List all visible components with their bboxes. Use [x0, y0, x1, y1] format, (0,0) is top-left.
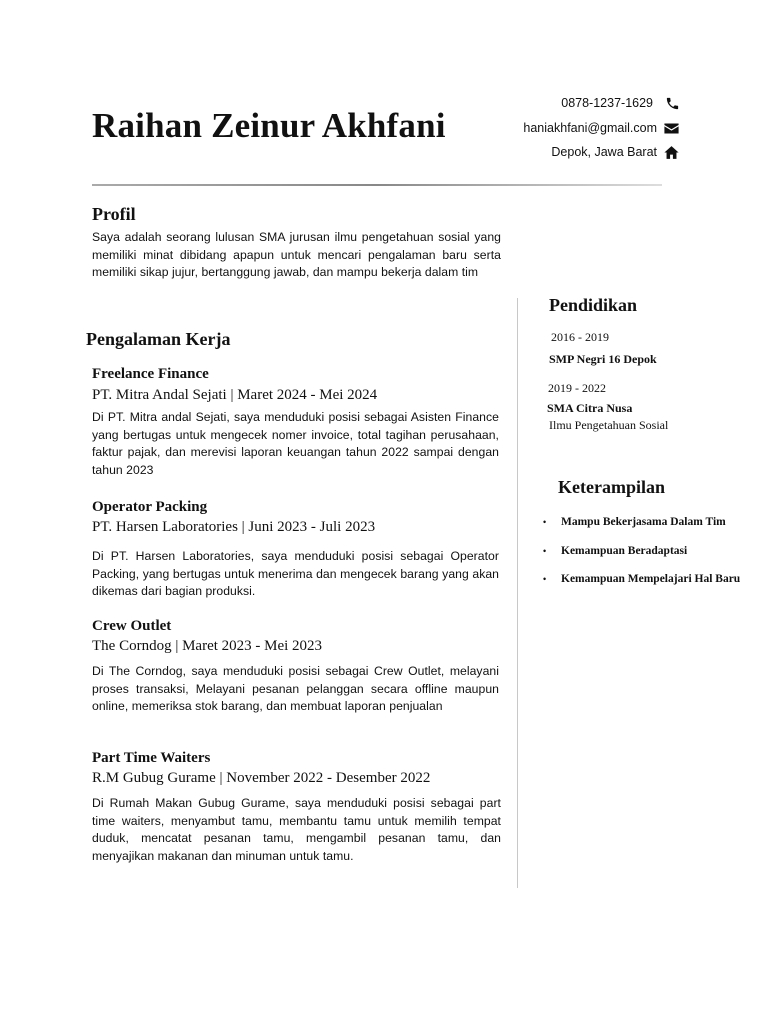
- education-heading: Pendidikan: [549, 295, 638, 315]
- profile-heading: Profil: [92, 204, 136, 224]
- bullet: •: [543, 517, 547, 527]
- job-title: Freelance Finance: [92, 366, 209, 382]
- job-description: Di Rumah Makan Gubug Gurame, saya menduduki posisi sebagai part time waiters, menyambut tamu, membantu tamu untuk memilih tempat duduk, mencatat pesanan tamu, mengambil pesanan tamu, dan menyajikan makanan dan minuman untuk tamu.: [92, 796, 501, 863]
- job-company-period: The Corndog | Maret 2023 - Mei 2023: [92, 638, 323, 654]
- contact-email: [523, 119, 680, 137]
- contact-location: [551, 143, 680, 161]
- job-title: Crew Outlet: [92, 618, 172, 634]
- education-years: 2019 - 2022: [548, 381, 606, 395]
- header-divider: [92, 184, 662, 186]
- skill-item: [543, 573, 740, 585]
- education-school: SMP Negri 16 Depok: [549, 352, 657, 366]
- profile-text: Saya adalah seorang lulusan SMA jurusan ilmu pengetahuan sosial yang memiliki minat dibidang apapun untuk mencari pengalaman baru serta memiliki sikap jujur, bertanggung jawab, dan mampu bekerja dalam tim: [92, 230, 501, 279]
- resume-name: Raihan Zeinur Akhfani: [92, 106, 446, 145]
- job-title: Operator Packing: [92, 499, 208, 515]
- phone-text: 0878-1237-1629: [561, 96, 653, 110]
- skill-label: Kemampuan Mempelajari Hal Baru: [561, 573, 741, 585]
- job-description: Di PT. Harsen Laboratories, saya menduduki posisi sebagai Operator Packing, yang bertugas untuk menerima dan mengecek barang yang akan dikemas dari bagian produksi.: [92, 549, 499, 598]
- skill-item: [543, 545, 687, 557]
- skill-label: Mampu Bekerjasama Dalam Tim: [561, 516, 726, 528]
- job-description: Di PT. Mitra andal Sejati, saya menduduki posisi sebagai Asisten Finance yang bertugas untuk mengecek nomer invoice, total tagihan perusahaan, faktur pajak, dan merevisi laporan keuangan tahun 2022 sampai dengan tahun 2023: [92, 410, 499, 477]
- phone-icon: [665, 96, 680, 111]
- bullet: •: [543, 574, 547, 584]
- location-text: Depok, Jawa Barat: [551, 145, 657, 159]
- skill-label: Kemampuan Beradaptasi: [561, 545, 688, 557]
- email-text: haniakhfani@gmail.com: [523, 121, 657, 135]
- column-divider: [517, 298, 518, 888]
- education-major: Ilmu Pengetahuan Sosial: [549, 418, 669, 432]
- job-title: Part Time Waiters: [92, 750, 211, 766]
- bullet: •: [543, 546, 547, 556]
- home-icon: [663, 144, 680, 161]
- skill-item: [543, 516, 726, 528]
- envelope-icon: [663, 120, 680, 137]
- education-years: 2016 - 2019: [551, 330, 609, 344]
- education-school: SMA Citra Nusa: [547, 401, 633, 415]
- contact-phone: [561, 94, 680, 112]
- skills-heading: Keterampilan: [558, 477, 665, 497]
- experience-heading: Pengalaman Kerja: [86, 329, 231, 349]
- job-company-period: PT. Harsen Laboratories | Juni 2023 - Juli 2023: [92, 519, 376, 535]
- job-company-period: PT. Mitra Andal Sejati | Maret 2024 - Mei 2024: [92, 387, 378, 403]
- job-description: Di The Corndog, saya menduduki posisi sebagai Crew Outlet, melayani proses transaksi, Melayani pesanan pelanggan secara offline maupun online, memeriksa stok barang, dan membuat laporan penjualan: [92, 664, 499, 713]
- job-company-period: R.M Gubug Gurame | November 2022 - Desember 2022: [92, 770, 431, 786]
